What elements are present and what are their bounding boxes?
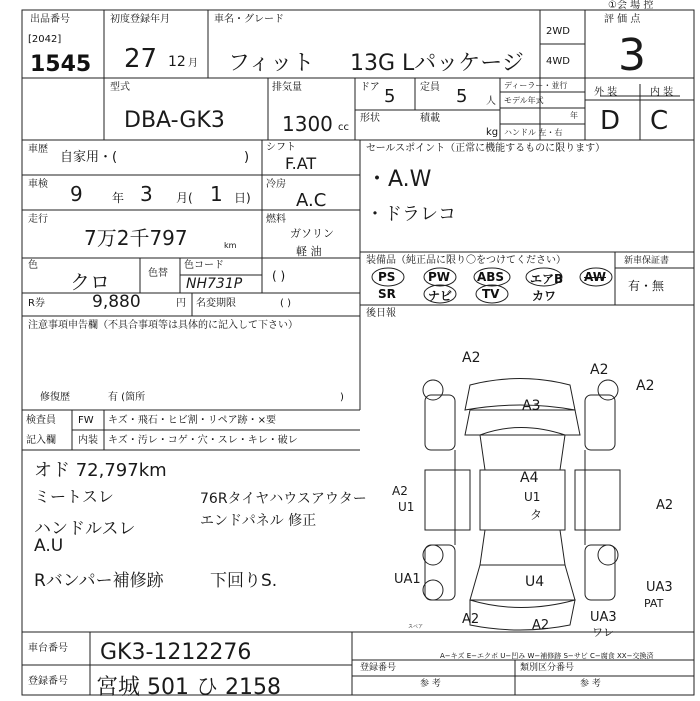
recycle-value: 9,880: [92, 292, 141, 312]
chassis-number: GK3-1212276: [100, 640, 252, 665]
remark-seat: ミートスレ: [34, 487, 114, 506]
dealer-label: ディーラー・並行: [504, 81, 568, 90]
year-unit: 年: [570, 111, 578, 120]
equip-navi: ナビ: [428, 289, 453, 303]
box-sub-2: 参 考: [580, 679, 601, 689]
reg-year: 27: [124, 44, 158, 74]
equip-pw: PW: [428, 270, 451, 284]
displacement-value: 1300: [282, 112, 333, 136]
shape-label: 形状: [360, 113, 380, 124]
color-code-label: 色コード: [184, 260, 224, 271]
sales-point-label: セールスポイント（正常に機能するものに限ります）: [366, 143, 606, 154]
recycle-label: R券: [28, 298, 45, 309]
equip-leather: カワ: [532, 289, 557, 303]
color-label: 色: [28, 260, 38, 271]
usage-label: 車歴: [28, 144, 48, 155]
color-code: NH731P: [186, 276, 243, 292]
mark-ta-roof: タ: [530, 508, 543, 522]
mark-ua3-rear-right: UA3: [646, 580, 673, 595]
recycle-unit: 円: [176, 298, 186, 309]
drive-4wd: 4WD: [546, 56, 570, 67]
lot-number: 1545: [30, 52, 92, 77]
capacity-unit: 人: [486, 96, 496, 107]
car-name: フィット: [228, 51, 315, 76]
equipment-label: 装備品（純正品に限り〇をつけてください）: [366, 255, 566, 266]
spare-tire: [423, 580, 443, 600]
fuel-label: 燃料: [266, 214, 286, 225]
mark-a2-front-right: A2: [590, 362, 609, 378]
mark-a4-roof: A4: [520, 470, 539, 486]
repair-label: 修復歴: [40, 392, 70, 403]
model-value: DBA-GK3: [124, 108, 225, 133]
interior-inspect-text: キズ・汚レ・コゲ・穴・スレ・キレ・破レ: [108, 435, 298, 446]
warranty-label: 新車保証書: [624, 256, 670, 266]
doc-label: 名変期限: [196, 298, 236, 309]
equip-sr: SR: [378, 287, 396, 301]
model-year-label: モデル年式: [504, 96, 544, 105]
color-swap-label: 色替: [148, 268, 168, 279]
inspector-label-2: 記入欄: [26, 435, 56, 446]
mark-u1-left-door: U1: [398, 500, 415, 514]
caution-label: 注意事項申告欄（不具合事項等は具体的に記入して下さい）: [28, 320, 298, 331]
cooler-value: A.C: [296, 190, 327, 211]
capacity-value: 5: [456, 86, 468, 107]
inspection-month: 3: [140, 182, 153, 206]
equip-airbag: エアB: [530, 272, 564, 286]
repair-close: ): [340, 392, 344, 403]
doors-value: 5: [384, 86, 396, 107]
outer-frame: [22, 10, 694, 695]
equip-aw: AW: [584, 270, 606, 284]
inspection-label: 車検: [28, 179, 48, 190]
interior-inspect-label: 内装: [78, 435, 98, 446]
mileage-label: 走行: [28, 214, 48, 225]
mark-a2-right-fender: A2: [636, 378, 655, 394]
mark-a2-rear-left: A2: [462, 612, 480, 627]
handle-label: ハンドル 左・右: [504, 128, 563, 137]
load-unit: kg: [486, 127, 499, 138]
fuel-gasoline: ガソリン: [290, 227, 334, 240]
remark-bumper: Rバンパー補修跡: [34, 571, 164, 591]
car-diagram: [423, 379, 620, 631]
remark-under: 下回りS.: [210, 571, 278, 591]
mark-u1-roof: U1: [524, 490, 541, 504]
remark-odo: オド 72,797km: [34, 460, 167, 481]
car-grade: 13G Lパッケージ: [350, 51, 524, 76]
mark-a2-right-side: A2: [656, 498, 674, 513]
remark-endpanel: エンドパネル 修正: [200, 513, 317, 529]
inspector-label-1: 検査員: [26, 415, 56, 426]
score-label: 評 価 点: [604, 14, 641, 25]
reg-number-label: 登録番号: [28, 676, 68, 687]
exterior-grade: D: [600, 106, 621, 136]
displacement-unit: cc: [338, 122, 349, 133]
warranty-value: 有・無: [628, 279, 665, 293]
interior-label: 内 装: [650, 87, 674, 98]
fuel-paren: ( ): [272, 269, 286, 283]
reg-label: 初度登録年月: [110, 14, 170, 25]
shift-value: F.AT: [285, 154, 317, 173]
reg-month-unit: 月: [188, 58, 198, 69]
damage-legend: A−キズ E−エクボ U−凹み W−補修跡 S−サビ C−腐食 XX−交換済: [440, 652, 654, 660]
chassis-label: 車台番号: [28, 643, 68, 654]
reg-number: 宮城 501 ひ 2158: [96, 675, 281, 700]
color-value: クロ: [70, 270, 110, 294]
fw-text: キズ・飛石・ヒビ割・リペア跡・×要: [108, 415, 276, 426]
mark-a2-left-door: A2: [392, 484, 408, 498]
fw-label: FW: [78, 415, 94, 426]
name-label: 車名・グレード: [214, 14, 284, 25]
mileage-unit: km: [224, 241, 237, 250]
model-label: 型式: [110, 82, 130, 93]
usage-close: ): [244, 150, 250, 165]
reg-month: 12: [168, 54, 186, 70]
remark-tirehouse: 76Rタイヤハウスアウター: [200, 491, 367, 507]
mark-a3-hood: A3: [522, 398, 541, 414]
mark-ua3-bumper: UA3: [590, 610, 617, 625]
doors-label: ドア: [360, 82, 380, 93]
mark-crack: ワレ: [592, 626, 614, 639]
box-label-2: 類別区分番号: [520, 663, 575, 673]
mark-pat: PAT: [644, 597, 664, 610]
equip-abs: ABS: [477, 270, 505, 284]
mark-u4-trunk: U4: [525, 574, 545, 590]
mileage-value: 7万2千797: [84, 226, 188, 250]
equip-ps: PS: [378, 270, 396, 284]
doc-value: ( ): [280, 298, 291, 309]
shift-label: シフト: [266, 142, 296, 153]
remark-handle: ハンドルスレ: [34, 519, 136, 539]
usage-value: 自家用・(: [60, 150, 118, 165]
box-sub-1: 参 考: [420, 679, 441, 689]
box-label-1: 登録番号: [360, 663, 397, 673]
interior-grade: C: [650, 106, 669, 136]
spare-label: スペア: [408, 624, 424, 630]
mark-ua1-rear-left: UA1: [394, 572, 421, 587]
inspection-year-unit: 年: [112, 191, 125, 205]
drive-2wd: 2WD: [546, 26, 570, 37]
sales-point-line1: ・A.W: [366, 167, 432, 192]
inspection-month-unit: 月(: [176, 191, 193, 205]
lot-sub: [2042]: [28, 34, 62, 45]
displacement-label: 排気量: [272, 82, 302, 93]
top-right-text: ①会 場 控: [608, 0, 654, 11]
score-value: 3: [618, 30, 646, 81]
exterior-label: 外 装: [594, 87, 618, 98]
inspection-day-unit: 日): [234, 191, 251, 205]
equip-tv: TV: [482, 287, 500, 301]
lot-label: 出品番号: [30, 14, 70, 25]
inspection-year: 9: [70, 182, 83, 206]
sales-point-line2: ・ドラレコ: [366, 204, 456, 225]
mark-a2-rear-center: A2: [532, 618, 550, 633]
mark-a2-front-left: A2: [462, 350, 481, 366]
cooler-label: 冷房: [266, 179, 286, 190]
load-label: 積載: [420, 113, 440, 124]
inspection-day: 1: [210, 182, 223, 206]
repair-value: 有 (箇所: [108, 392, 146, 403]
fuel-diesel: 軽 油: [296, 245, 322, 258]
remark-au: A.U: [34, 536, 64, 556]
after-report-label: 後日報: [366, 308, 396, 319]
capacity-label: 定員: [420, 82, 440, 93]
